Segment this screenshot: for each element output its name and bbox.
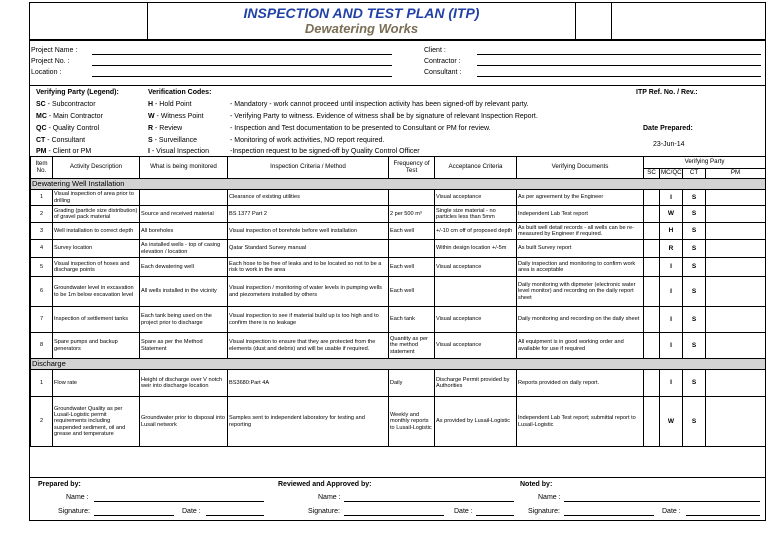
cell-no: 3 bbox=[31, 223, 53, 240]
legend-party-pm: PM - Client or PM bbox=[36, 148, 92, 155]
cell-frequency: Daily bbox=[389, 370, 435, 397]
project-name-label: Project Name : bbox=[31, 47, 78, 54]
section-row bbox=[31, 359, 766, 370]
cell-criteria: Visual inspection to ensure that they are protected from the elements (dust and debris) and will be usable if required. bbox=[228, 333, 389, 359]
cell-monitored: Spare as per the Method Statement bbox=[140, 333, 228, 359]
legend-code-w-desc: - Verifying Party to witness. Evidence of witness shall be by signature of relevant Inspection Report. bbox=[230, 113, 538, 120]
prepared-by-label: Prepared by: bbox=[38, 481, 81, 488]
consultant-label: Consultant : bbox=[424, 69, 462, 76]
cell-no: 1 bbox=[31, 190, 53, 206]
cell-sc bbox=[644, 258, 660, 277]
cell-no: 4 bbox=[31, 240, 53, 258]
reviewed-by-label: Reviewed and Approved by: bbox=[278, 481, 372, 488]
legend-code-w: W - Witness Point bbox=[148, 113, 204, 120]
client-line bbox=[477, 54, 761, 55]
noted-date-line bbox=[686, 515, 760, 516]
cell-no: 7 bbox=[31, 307, 53, 333]
col-ct: CT bbox=[683, 169, 706, 179]
cell-criteria: BS 1377 Part 2 bbox=[228, 206, 389, 223]
cell-criteria: Visual inspection / monitoring of water levels in pumping wells and piezometers installed by others bbox=[228, 277, 389, 307]
cell-ct: S bbox=[683, 190, 706, 206]
prepared-date-line bbox=[206, 515, 264, 516]
cell-documents: As built well detail records - all wells can be re-measured by Engineer if required. bbox=[517, 223, 644, 240]
itp-table bbox=[30, 156, 766, 447]
prepared-name-label: Name : bbox=[66, 494, 89, 501]
cell-documents: Daily monitoring and recording on the daily sheet bbox=[517, 307, 644, 333]
cell-documents: Independent Lab Test report; submittal report to Lusail-Logistic bbox=[517, 397, 644, 447]
col-monitored: What is being monitored bbox=[140, 157, 228, 179]
noted-date-label: Date : bbox=[662, 508, 681, 515]
cell-mcqc: I bbox=[660, 307, 683, 333]
contractor-label: Contractor : bbox=[424, 58, 461, 65]
cell-ct: S bbox=[683, 240, 706, 258]
date-prepared-label: Date Prepared: bbox=[643, 125, 693, 132]
col-sc: SC bbox=[644, 169, 660, 179]
col-criteria: Inspection Criteria / Method bbox=[228, 157, 389, 179]
cell-activity: Flow rate bbox=[53, 370, 140, 397]
cell-criteria: Visual inspection of borehole before well installation bbox=[228, 223, 389, 240]
table-row bbox=[31, 258, 766, 277]
header-cell-right-2 bbox=[611, 3, 681, 39]
logo-cell bbox=[30, 3, 148, 39]
cell-ct: S bbox=[683, 333, 706, 359]
header-cell-right-1 bbox=[575, 3, 611, 39]
noted-signature-label: Signature: bbox=[528, 508, 560, 515]
legend-code-r: R - Review bbox=[148, 125, 183, 132]
cell-monitored: All boreholes bbox=[140, 223, 228, 240]
legend-party-title: Verifying Party (Legend): bbox=[36, 89, 119, 96]
project-no-label: Project No. : bbox=[31, 58, 70, 65]
cell-acceptance: Visual acceptance bbox=[435, 258, 517, 277]
project-info bbox=[30, 43, 765, 85]
cell-sc bbox=[644, 333, 660, 359]
cell-acceptance: As provided by Lusail-Logistic bbox=[435, 397, 517, 447]
cell-pm bbox=[706, 190, 766, 206]
table-row bbox=[31, 277, 766, 307]
cell-frequency bbox=[389, 240, 435, 258]
cell-mcqc: W bbox=[660, 397, 683, 447]
cell-mcqc: I bbox=[660, 277, 683, 307]
noted-signature-line bbox=[564, 515, 654, 516]
cell-pm bbox=[706, 206, 766, 223]
cell-activity: Survey location bbox=[53, 240, 140, 258]
cell-sc bbox=[644, 307, 660, 333]
cell-frequency: Quantity as per the method statement bbox=[389, 333, 435, 359]
location-line bbox=[92, 76, 392, 77]
cell-frequency: Each tank bbox=[389, 307, 435, 333]
table-row bbox=[31, 397, 766, 447]
document-title: INSPECTION AND TEST PLAN (ITP) bbox=[243, 5, 480, 21]
table-header-row bbox=[31, 157, 766, 169]
cell-pm bbox=[706, 277, 766, 307]
cell-ct: S bbox=[683, 258, 706, 277]
col-activity: Activity Description bbox=[53, 157, 140, 179]
cell-documents: All equipment is in good working order and available for use if required bbox=[517, 333, 644, 359]
cell-activity: Groundwater level in excavation to be 1m below excavation level bbox=[53, 277, 140, 307]
legend bbox=[30, 85, 765, 157]
cell-mcqc: I bbox=[660, 258, 683, 277]
col-pm: PM bbox=[706, 169, 766, 179]
itp-sheet bbox=[29, 2, 766, 521]
cell-sc bbox=[644, 190, 660, 206]
cell-acceptance: Visual acceptance bbox=[435, 333, 517, 359]
cell-activity: Visual inspection of area prior to drilling bbox=[53, 190, 140, 206]
cell-frequency: 2 per 500 m³ bbox=[389, 206, 435, 223]
cell-criteria: Visual inspection to see if material build up is too high and to confirm there is no leakage bbox=[228, 307, 389, 333]
cell-pm bbox=[706, 223, 766, 240]
table-row bbox=[31, 307, 766, 333]
legend-party-qc: QC - Quality Control bbox=[36, 125, 100, 132]
cell-acceptance: Visual acceptance bbox=[435, 307, 517, 333]
section-row bbox=[31, 179, 766, 190]
cell-mcqc: I bbox=[660, 190, 683, 206]
cell-mcqc: H bbox=[660, 223, 683, 240]
cell-documents: As built Survey report bbox=[517, 240, 644, 258]
legend-code-i: I - Visual Inspection bbox=[148, 148, 209, 155]
prepared-name-line bbox=[94, 501, 264, 502]
table-row bbox=[31, 370, 766, 397]
consultant-line bbox=[477, 76, 761, 77]
cell-monitored: Source and received material bbox=[140, 206, 228, 223]
legend-party-mc: MC - Main Contractor bbox=[36, 113, 103, 120]
itp-ref-label: ITP Ref. No. / Rev.: bbox=[636, 89, 698, 96]
legend-code-s-desc: - Monitoring of work activities, NO report required. bbox=[230, 137, 385, 144]
table-row bbox=[31, 240, 766, 258]
cell-acceptance: Single size material - no particles less than 5mm bbox=[435, 206, 517, 223]
col-item: Item No. bbox=[31, 157, 53, 179]
cell-no: 2 bbox=[31, 397, 53, 447]
legend-code-h: H - Hold Point bbox=[148, 101, 192, 108]
document-header bbox=[30, 3, 765, 41]
cell-criteria: Qatar Standard Survey manual bbox=[228, 240, 389, 258]
reviewed-signature-line bbox=[344, 515, 444, 516]
location-label: Location : bbox=[31, 69, 62, 76]
cell-ct: S bbox=[683, 223, 706, 240]
cell-pm bbox=[706, 333, 766, 359]
cell-sc bbox=[644, 223, 660, 240]
noted-by-label: Noted by: bbox=[520, 481, 553, 488]
cell-ct: S bbox=[683, 307, 706, 333]
col-mcqc: MC/QC bbox=[660, 169, 683, 179]
col-documents: Verifying Documents bbox=[517, 157, 644, 179]
reviewed-signature-label: Signature: bbox=[308, 508, 340, 515]
reviewed-name-label: Name : bbox=[318, 494, 341, 501]
section-title: Dewatering Well Installation bbox=[31, 179, 766, 190]
table-row bbox=[31, 206, 766, 223]
cell-documents: As per agreement by the Engineer bbox=[517, 190, 644, 206]
col-verifying-party: Verifying Party bbox=[644, 157, 766, 169]
legend-party-ct: CT - Consultant bbox=[36, 137, 86, 144]
cell-monitored: All wells installed in the vicinity bbox=[140, 277, 228, 307]
cell-mcqc: W bbox=[660, 206, 683, 223]
table-row bbox=[31, 190, 766, 206]
cell-pm bbox=[706, 240, 766, 258]
project-no-line bbox=[92, 65, 392, 66]
cell-criteria: Samples sent to independent laboratory for testing and reporting bbox=[228, 397, 389, 447]
cell-acceptance: Discharge Permit provided by Authorities bbox=[435, 370, 517, 397]
section-title: Discharge bbox=[31, 359, 766, 370]
cell-documents: Daily inspection and monitoring to confirm work area is acceptable bbox=[517, 258, 644, 277]
cell-activity: Well installation to correct depth bbox=[53, 223, 140, 240]
cell-acceptance: +/-10 cm off of proposed depth bbox=[435, 223, 517, 240]
cell-mcqc: I bbox=[660, 333, 683, 359]
cell-mcqc: R bbox=[660, 240, 683, 258]
cell-mcqc: I bbox=[660, 370, 683, 397]
cell-pm bbox=[706, 397, 766, 447]
cell-no: 6 bbox=[31, 277, 53, 307]
cell-no: 2 bbox=[31, 206, 53, 223]
date-prepared-value: 23-Jun-14 bbox=[653, 141, 685, 148]
cell-monitored: Height of discharge over V notch weir into discharge location bbox=[140, 370, 228, 397]
contractor-line bbox=[477, 65, 761, 66]
cell-monitored bbox=[140, 190, 228, 206]
cell-sc bbox=[644, 397, 660, 447]
legend-codes-title: Verification Codes: bbox=[148, 89, 212, 96]
noted-name-label: Name : bbox=[538, 494, 561, 501]
reviewed-date-label: Date : bbox=[454, 508, 473, 515]
cell-activity: Visual inspection of hoses and discharge points bbox=[53, 258, 140, 277]
cell-frequency: Each well bbox=[389, 277, 435, 307]
cell-no: 5 bbox=[31, 258, 53, 277]
prepared-date-label: Date : bbox=[182, 508, 201, 515]
legend-code-h-desc: - Mandatory - work cannot proceed until inspection activity has been signed-off by relevant party. bbox=[230, 101, 529, 108]
cell-documents: Reports provided on daily report. bbox=[517, 370, 644, 397]
cell-ct: S bbox=[683, 277, 706, 307]
cell-sc bbox=[644, 240, 660, 258]
cell-pm bbox=[706, 258, 766, 277]
legend-code-s: S - Surveillance bbox=[148, 137, 198, 144]
client-label: Client : bbox=[424, 47, 446, 54]
signature-footer bbox=[30, 477, 765, 521]
cell-acceptance: Within design location +/-5m bbox=[435, 240, 517, 258]
cell-frequency: Each well bbox=[389, 223, 435, 240]
cell-frequency: Each well bbox=[389, 258, 435, 277]
cell-documents: Daily monitoring with dipmeter (electronic water level monitor) and recording on the daily report sheet bbox=[517, 277, 644, 307]
cell-frequency: Weekly and monthly reports to Lusail-Logistic bbox=[389, 397, 435, 447]
cell-activity: Spare pumps and backup generators bbox=[53, 333, 140, 359]
cell-sc bbox=[644, 370, 660, 397]
cell-criteria: BS3680:Part 4A bbox=[228, 370, 389, 397]
noted-name-line bbox=[564, 501, 760, 502]
cell-monitored: Each dewatering well bbox=[140, 258, 228, 277]
cell-activity: Groundwater Quality as per Lusail-Logistic permit requirements including suspended sediment, oil and grease and temperature bbox=[53, 397, 140, 447]
project-name-line bbox=[92, 54, 392, 55]
reviewed-date-line bbox=[476, 515, 514, 516]
document-subtitle: Dewatering Works bbox=[304, 21, 419, 36]
cell-no: 1 bbox=[31, 370, 53, 397]
prepared-signature-label: Signature: bbox=[58, 508, 90, 515]
col-acceptance: Acceptance Criteria bbox=[435, 157, 517, 179]
cell-monitored: Groundwater prior to disposal into Lusail network bbox=[140, 397, 228, 447]
prepared-signature-line bbox=[94, 515, 174, 516]
legend-code-i-desc: -Inspection request to be signed-off by Quality Control Officer bbox=[230, 148, 420, 155]
cell-no: 8 bbox=[31, 333, 53, 359]
cell-pm bbox=[706, 307, 766, 333]
cell-ct: S bbox=[683, 206, 706, 223]
cell-ct: S bbox=[683, 370, 706, 397]
cell-activity: Inspection of settlement tanks bbox=[53, 307, 140, 333]
cell-frequency bbox=[389, 190, 435, 206]
cell-activity: Grading (particle size distribution) of gravel pack material bbox=[53, 206, 140, 223]
cell-sc bbox=[644, 277, 660, 307]
reviewed-name-line bbox=[344, 501, 514, 502]
table-row bbox=[31, 333, 766, 359]
cell-criteria: Each hose to be free of leaks and to be located so not to be a risk to work in the area bbox=[228, 258, 389, 277]
legend-party-sc: SC - Subcontractor bbox=[36, 101, 96, 108]
cell-criteria: Clearance of existing utilities bbox=[228, 190, 389, 206]
cell-ct: S bbox=[683, 397, 706, 447]
legend-code-r-desc: - Inspection and Test documentation to be presented to Consultant or PM for review. bbox=[230, 125, 491, 132]
cell-acceptance bbox=[435, 277, 517, 307]
cell-acceptance: Visual acceptance bbox=[435, 190, 517, 206]
cell-pm bbox=[706, 370, 766, 397]
cell-monitored: Each tank being used on the project prior to discharge bbox=[140, 307, 228, 333]
col-frequency: Frequency of Test bbox=[389, 157, 435, 179]
table-row bbox=[31, 223, 766, 240]
cell-documents: Independent Lab Test report bbox=[517, 206, 644, 223]
cell-sc bbox=[644, 206, 660, 223]
cell-monitored: As installed wells - top of casing elevation / location bbox=[140, 240, 228, 258]
